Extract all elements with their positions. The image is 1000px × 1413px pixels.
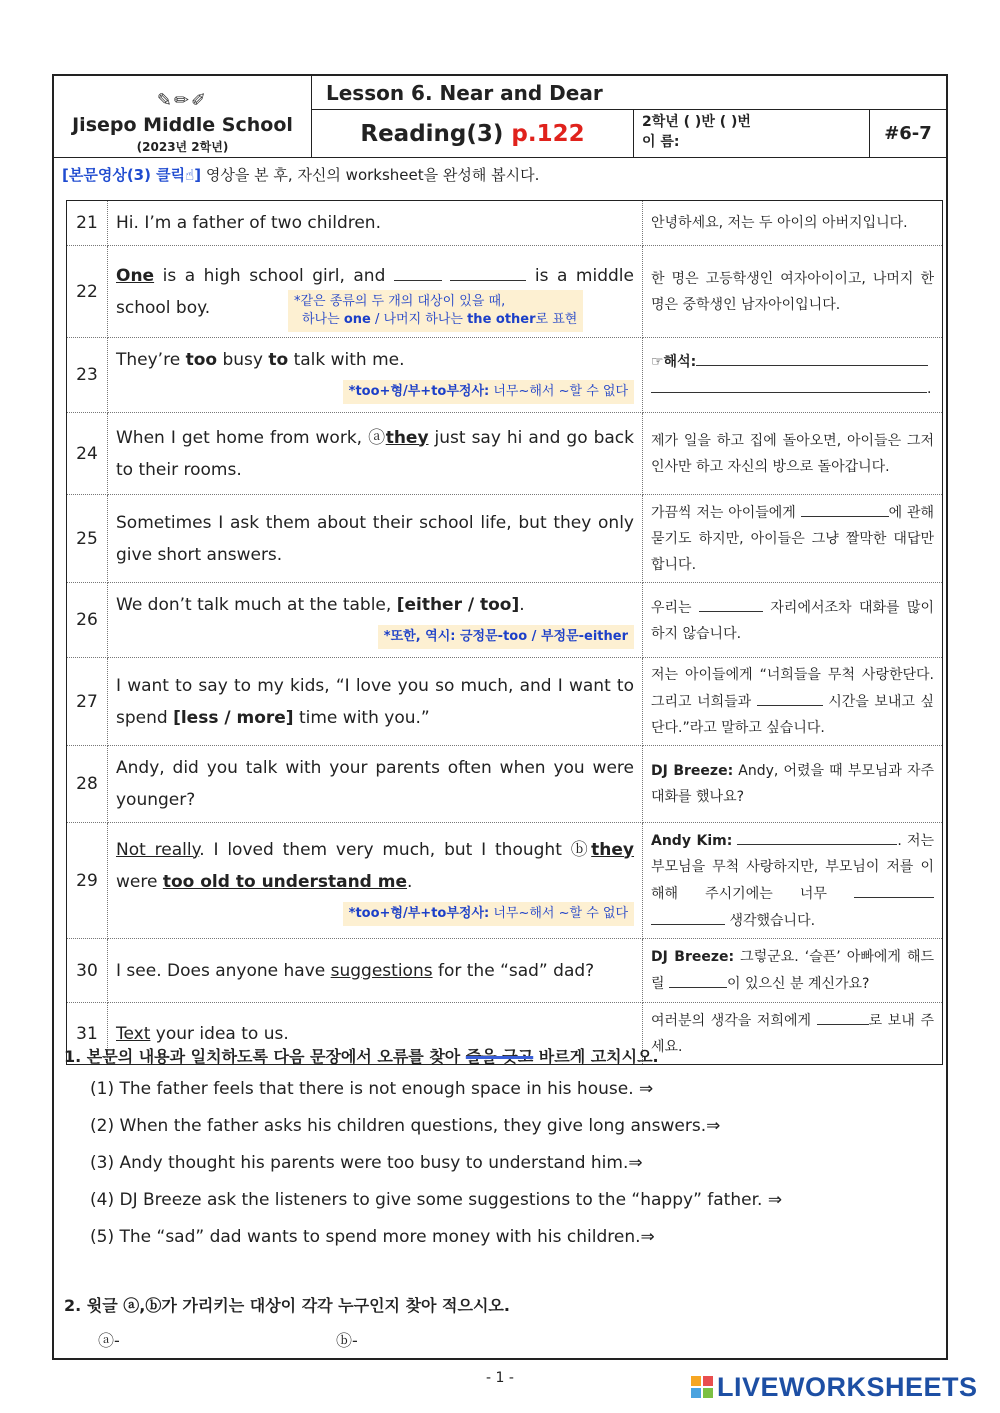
bold-phrase: too old to understand me — [162, 871, 408, 892]
english-sentence: Sometimes I ask them about their school life, but they only give short answers. — [108, 495, 643, 583]
speaker-label: DJ Breeze: — [651, 949, 735, 965]
sentence-part: 로 보내 주세요. — [651, 1013, 934, 1055]
note-part: 하나는 — [302, 312, 344, 327]
instruction — [62, 164, 539, 185]
answer-b-label[interactable]: ⓑ- — [336, 1331, 358, 1350]
note-line: *같은 종류의 두 개의 대상이 있을 때, — [294, 294, 506, 309]
grammar-note — [378, 625, 634, 649]
answer-blank[interactable] — [696, 348, 928, 366]
speaker-label: Andy Kim: — [651, 833, 733, 849]
heading-part: 1. 본문의 내용과 일치하도록 다음 문장에서 오류를 찾아 — [64, 1047, 466, 1066]
answer-blank[interactable] — [450, 263, 526, 281]
reading-table — [66, 200, 943, 1065]
english-sentence — [108, 583, 643, 658]
sentence-part: 자리에서조차 대화를 많이 하지 않습니다. — [651, 599, 934, 642]
sentence-part: 생각했습니다. — [725, 913, 816, 929]
underlined-phrase: Not really — [116, 839, 200, 860]
english-sentence — [108, 823, 643, 939]
row-number: 22 — [67, 246, 108, 338]
note-bold: *또한, 역시: 긍정문-too / 부정문-either — [383, 629, 628, 644]
instruction-text: 영상을 본 후, 자신의 worksheet을 완성해 봅시다. — [201, 166, 540, 184]
heading-part: 바르게 고치시오. — [533, 1047, 659, 1066]
page-number: - 1 - — [486, 1370, 514, 1386]
grammar-note — [343, 380, 634, 404]
brand-text: LIVEWORKSHEETS — [717, 1372, 978, 1402]
answer-blank[interactable] — [801, 499, 889, 517]
note-part: 너무~해서 ~할 수 없다 — [489, 905, 628, 921]
page-ref: p.122 — [511, 121, 585, 147]
sentence-part: They’re — [116, 350, 186, 370]
pencil-icons: ✎✏✐ — [156, 90, 209, 111]
row-number: 31 — [67, 1003, 108, 1065]
class-line: 2학년 ( )반 ( )번 — [642, 114, 751, 130]
answer-blank[interactable] — [854, 880, 934, 898]
note-part: 너무~해서 ~할 수 없다 — [489, 384, 628, 399]
question-item[interactable]: (2) When the father asks his children questions, they give long answers.⇒ — [90, 1116, 721, 1136]
english-sentence — [108, 246, 643, 338]
translation-label: ☞해석: — [651, 354, 697, 370]
sentence-part: . — [519, 595, 525, 615]
answer-blank[interactable] — [651, 375, 927, 393]
table-row — [67, 246, 943, 338]
note-bold: the other — [467, 312, 536, 327]
question-item[interactable]: (4) DJ Breeze ask the listeners to give some suggestions to the “happy” father. ⇒ — [90, 1190, 783, 1210]
english-sentence — [108, 658, 643, 746]
name-line: 이 름: — [642, 134, 680, 150]
row-number: 29 — [67, 823, 108, 939]
speaker-label: DJ Breeze: — [651, 763, 734, 779]
row-number: 26 — [67, 583, 108, 658]
grammar-note — [343, 902, 634, 926]
sentence-part: . — [407, 871, 413, 892]
sentence-part: were — [116, 871, 163, 892]
sentence-part: 가끔씩 저는 아이들에게 — [651, 505, 801, 521]
school-year: (2023년 2학년) — [136, 140, 229, 154]
sentence-part: 에 관해 묻기도 하지만, 아이들은 그냥 짤막한 대답만 합니다. — [651, 505, 934, 573]
note-part: 로 표현 — [535, 312, 578, 327]
bold-word: to — [268, 350, 289, 370]
sentence-part: talk with me. — [288, 350, 405, 370]
korean-translation — [643, 583, 943, 658]
row-number: 27 — [67, 658, 108, 746]
answer-blank[interactable] — [737, 827, 897, 845]
answer-blank[interactable] — [757, 688, 823, 706]
answer-blank[interactable] — [699, 594, 763, 612]
korean-translation — [643, 1003, 943, 1065]
answer-a-label[interactable]: ⓐ- — [98, 1331, 120, 1350]
note-line — [294, 311, 577, 329]
table-row — [67, 658, 943, 746]
table-row — [67, 495, 943, 583]
row-number: 25 — [67, 495, 108, 583]
sentence-part: . — [927, 381, 932, 397]
sentence-part: for the “sad” dad? — [432, 960, 595, 981]
korean-translation: 안녕하세요, 저는 두 아이의 아버지입니다. — [643, 201, 943, 246]
school-box — [54, 76, 312, 158]
sentence-part: . 저는 부모님을 무척 사랑하지만, 부모님이 저를 이해해 주시기에는 너무 — [651, 833, 934, 902]
reading-title — [312, 110, 634, 158]
table-row — [67, 746, 943, 823]
bold-word: they — [385, 427, 429, 448]
underlined-word: Text — [116, 1023, 151, 1044]
lesson-title: Lesson 6. Near and Dear — [312, 76, 946, 110]
row-number: 23 — [67, 338, 108, 413]
english-sentence: Andy, did you talk with your parents often when you were younger? — [108, 746, 643, 823]
note-wrap — [116, 896, 634, 928]
table-row — [67, 583, 943, 658]
sentence-part: time with you.” — [293, 707, 430, 728]
english-sentence: Hi. I’m a father of two children. — [108, 201, 643, 246]
question-1-heading — [64, 1044, 659, 1067]
korean-translation — [643, 939, 943, 1003]
sentence-part: Andy, 어렸을 때 부모님과 자주 대화를 했나요? — [651, 763, 934, 805]
worksheet-code: #6-7 — [884, 123, 932, 144]
table-row — [67, 823, 943, 939]
worksheet-frame — [52, 74, 948, 1360]
sentence-part: is a middle school boy. — [116, 265, 634, 318]
sentence-part: We don’t talk much at the table, — [116, 595, 397, 615]
row-number: 21 — [67, 201, 108, 246]
sentence-part: 그렇군요. ‘슬픈’ 아빠에게 해드릴 — [651, 949, 934, 992]
sentence-part: . I loved them very much, but I thought ⓑ — [199, 839, 592, 860]
korean-translation — [643, 658, 943, 746]
answer-blank[interactable] — [669, 970, 727, 988]
sentence-part: 우리는 — [651, 599, 699, 616]
bold-word: One — [116, 265, 155, 286]
sentence-part: is a high school girl, and — [154, 265, 394, 286]
bold-word: too — [185, 350, 218, 370]
korean-translation: 한 명은 고등학생인 여자아이이고, 나머지 한 명은 중학생인 남자아이입니다. — [643, 246, 943, 338]
sentence-part: 시간을 보내고 싶단다.”라고 말하고 싶습니다. — [651, 694, 934, 736]
sentence-part: 여러분의 생각을 저희에게 — [651, 1013, 817, 1029]
table-row — [67, 338, 943, 413]
row-number: 24 — [67, 413, 108, 495]
note-wrap — [116, 619, 634, 651]
sentence-part: When I get home from work, ⓐ — [116, 427, 386, 448]
korean-translation — [643, 746, 943, 823]
korean-translation — [643, 495, 943, 583]
choice-bracket[interactable]: [less / more] — [173, 707, 294, 728]
sentence-part: I see. Does anyone have — [116, 960, 331, 981]
school-name: Jisepo Middle School — [72, 114, 293, 136]
english-sentence — [108, 939, 643, 1003]
korean-translation — [643, 338, 943, 413]
note-bold: *too+형/부+to부정사: — [348, 905, 490, 921]
note-bold: one — [343, 312, 371, 327]
question-2-heading: 2. 윗글 ⓐ,ⓑ가 가리키는 대상이 각각 누구인지 찾아 적으시오. — [64, 1296, 510, 1315]
note-part: / 나머지 하나는 — [370, 312, 468, 327]
row-number: 30 — [67, 939, 108, 1003]
question-item[interactable]: (3) Andy thought his parents were too busy to understand him.⇒ — [90, 1153, 643, 1173]
liveworksheets-logo — [690, 1372, 978, 1403]
liveworksheets-icon — [690, 1375, 714, 1399]
table-row — [67, 201, 943, 246]
sentence-part: 이 있으신 분 계신가요? — [726, 976, 870, 992]
answer-blank[interactable] — [394, 263, 442, 281]
note-wrap — [116, 374, 634, 406]
struck-phrase: 줄을 긋고 — [465, 1047, 534, 1066]
reading-label: Reading(3) — [360, 121, 512, 147]
answer-blank[interactable] — [817, 1007, 869, 1025]
sentence-part: 저는 아이들에게 “너희들을 무척 사랑한단다. 그리고 너희들과 — [651, 667, 934, 710]
class-info — [634, 110, 870, 158]
sentence-part: just say hi and go back to their rooms. — [116, 427, 634, 480]
header — [54, 76, 946, 158]
underlined-word: suggestions — [330, 960, 433, 981]
question-item[interactable]: (5) The “sad” dad wants to spend more money with his children.⇒ — [90, 1227, 655, 1247]
table-row — [67, 413, 943, 495]
english-sentence — [108, 338, 643, 413]
note-bold: *too+형/부+to부정사: — [348, 384, 490, 399]
sentence-part: your idea to us. — [150, 1023, 289, 1044]
table-row — [67, 939, 943, 1003]
sentence-part: busy — [217, 350, 269, 370]
grammar-note — [288, 290, 583, 332]
answer-blank[interactable] — [651, 907, 725, 925]
korean-translation — [643, 823, 943, 939]
choice-bracket[interactable]: [either / too] — [396, 595, 520, 615]
question-item[interactable]: (1) The father feels that there is not enough space in his house. ⇒ — [90, 1079, 654, 1099]
english-sentence — [108, 413, 643, 495]
video-link[interactable]: [본문영상(3) 클릭☝] — [62, 166, 202, 184]
sentence-part: I want to say to my kids, “I love you so much, and I want to spend — [116, 675, 634, 728]
row-number: 28 — [67, 746, 108, 823]
bold-word: they — [591, 839, 635, 860]
korean-translation: 제가 일을 하고 집에 돌아오면, 아이들은 그저 인사만 하고 자신의 방으로 돌아갑니다. — [643, 413, 943, 495]
